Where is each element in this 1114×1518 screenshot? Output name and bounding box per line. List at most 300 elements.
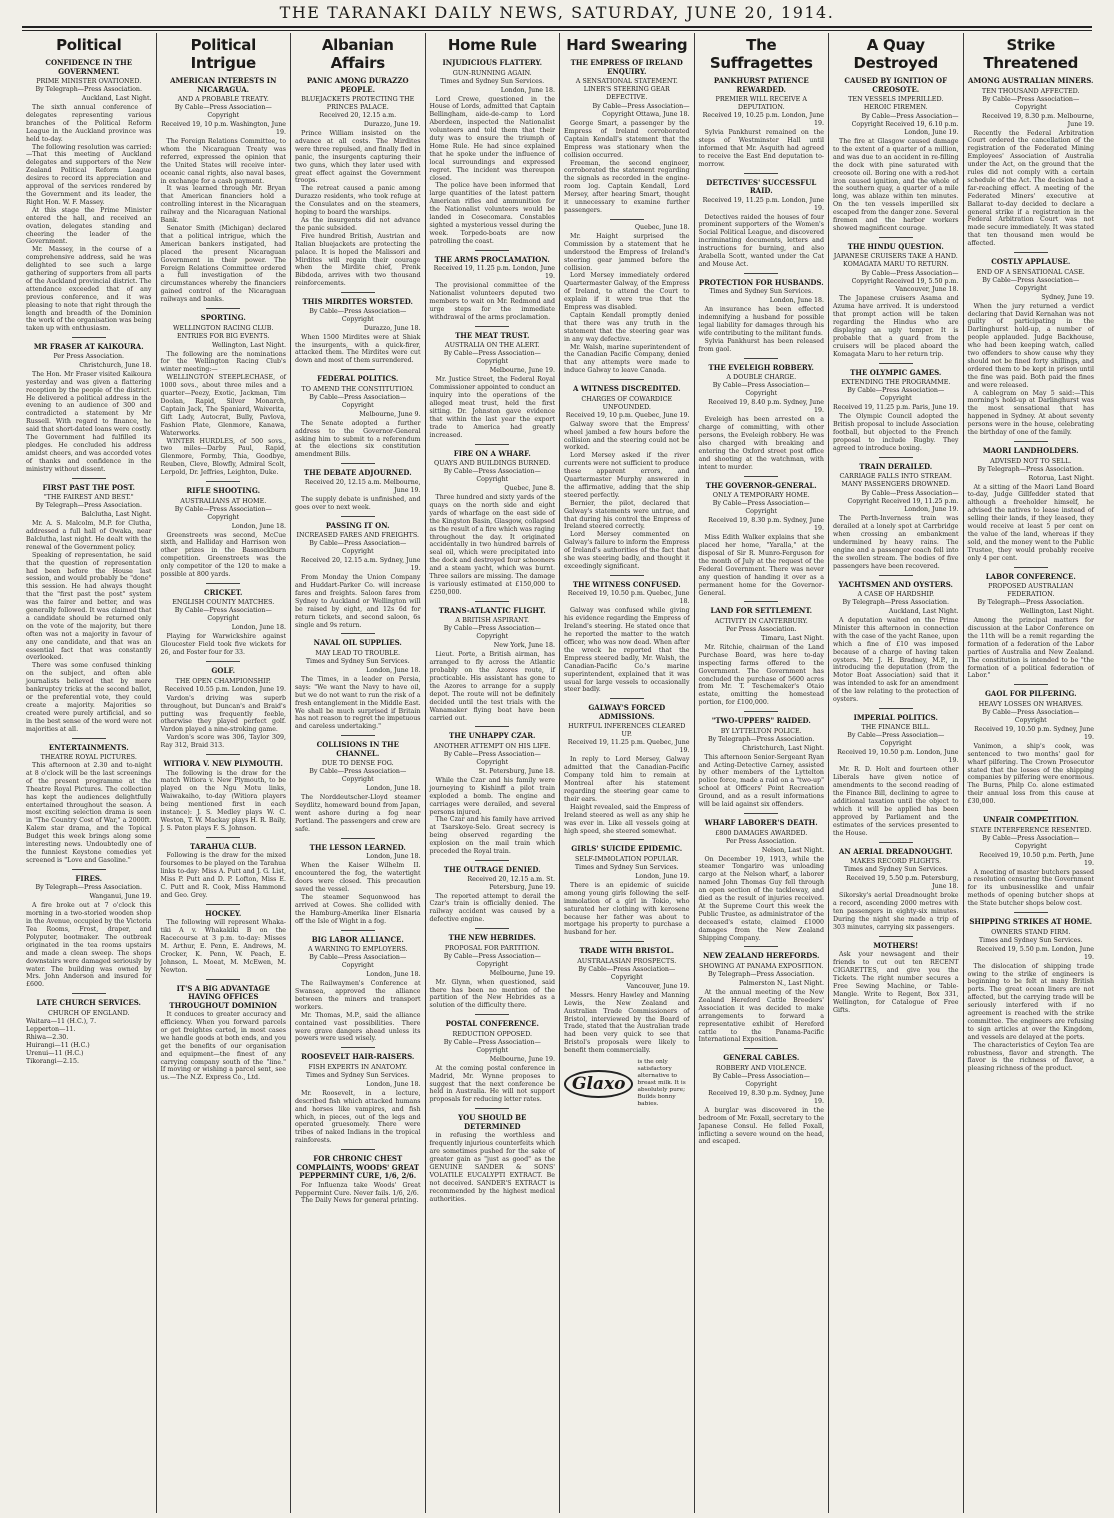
article-divider xyxy=(206,837,240,838)
article-dateline: London, June 18. xyxy=(769,297,824,305)
article-headline: POSTAL CONFERENCE. xyxy=(445,1019,539,1029)
article-dateline: Received 19, 8.30 p.m. Sydney, June 19. xyxy=(708,1089,824,1105)
article-paragraph: This afternoon at 2.30 and to-night at 8 o'clock will be the last screenings of the present programme at the Theatre Royal Pictures. The collection has kept the audiences delightfully entertained throughout the season. A most exciting selection drama is seen in "The Country Cost of War," a 2000ft. Kalem star drama, and the Topical Budget this week brings along some interesting news. Undoubtedly one of the funniest Keystone comedies yet screened is "Love and Gasoline." xyxy=(26,762,152,864)
article-byline: Times and Sydney Sun Services. xyxy=(709,288,814,296)
article-paragraph: When 1500 Mirdites were at Shiak the insurgents, with a quick-firer, attacked them. The Mirdites were cut down and most of them surrendered. xyxy=(295,333,421,365)
article-headline: FOR CHRONIC CHEST COMPLAINTS, WOODS' GREAT PEPPERMINT CURE, 1/6, 2/6. xyxy=(296,1154,420,1181)
article xyxy=(430,59,556,246)
article-dateline: Nelson, Last Night. xyxy=(761,846,824,854)
article-paragraph: Lord Mersey commented on Galway's failure to inform the Empress of Ireland's authorities of the fact that she was steering badly, and thought it exceedingly significant. xyxy=(564,531,690,570)
article-dateline: Wellington, Last Night. xyxy=(1019,608,1094,616)
article-paragraph: When the Kaiser Wilhelm II. encountered the fog, the watertight doors were closed. This precaution saved the vessel. xyxy=(295,862,421,894)
article-headline: THE ARMS PROCLAMATION. xyxy=(434,254,550,264)
article xyxy=(430,726,556,856)
article-dateline: Palmerston N., Last Night. xyxy=(739,979,824,987)
article-paragraph: Mr. A. S. Malcolm, M.P. for Clutha, addressed a full hall of Owaka, near Balclutha, last night. He dealt with the renewal of the Government policy. xyxy=(26,520,152,551)
article-divider xyxy=(610,839,644,840)
article-divider xyxy=(341,838,375,839)
article-paragraph: Greenstreets was second, McCue sixth, and Halliday and Harrison won other prizes in the Basmockburn competition. Greenstreets was the only competitor of the 120 to make a possible at 800 yards. xyxy=(160,531,286,579)
article-headline: GAOL FOR PILFERING. xyxy=(984,689,1077,699)
article-dateline: London, June 18. xyxy=(366,971,421,979)
article-subheadline: AUSTRALASIAN PROSPECTS. xyxy=(577,956,677,965)
article-subheadline: A BRITISH ASPIRANT. xyxy=(455,616,530,625)
article-divider xyxy=(341,930,375,931)
article-paragraph: Miss Edith Walker explains that she placed her home, "Yaralla," at the disposal of Sir R. Munro-Ferguson for the month of July at the request of the Federal Government. There was never any question of handing it over as a permanent home for the Governor-General. xyxy=(698,534,824,597)
article-subheadline: JAPANESE CRUISERS TAKE A HAND. xyxy=(833,252,958,261)
article-dateline: Received 19, 8.30 p.m. Sydney, June 19. xyxy=(708,517,824,533)
article xyxy=(26,993,152,1066)
article-subheadline: REDUCTION OPPOSED. xyxy=(452,1029,533,1038)
article-byline: By Cable—Press Association—Copyright xyxy=(847,387,945,403)
article xyxy=(295,1047,421,1145)
article-divider xyxy=(475,726,509,727)
article-divider xyxy=(72,738,106,739)
article xyxy=(430,1014,556,1104)
article xyxy=(295,463,421,511)
article-headline: LAND FOR SETTLEMENT. xyxy=(710,606,813,616)
article-paragraph: The Senate adopted a further address to the Governor-General asking him to submit to a referendum at the elections six constitution amendment Bills. xyxy=(295,419,421,459)
article-paragraph: Sylvia Pankhurst remained on the steps of Westminster Hall until informed that Mr. Asquith had agreed to receive the East End deputation to-morrow. xyxy=(698,129,824,168)
article-dateline: By Cable—Press Association—Copyright Ottawa, June 18. xyxy=(592,103,690,118)
service-list-item: Rhiwa—2.30. xyxy=(26,1033,69,1041)
article-dateline: Received 19, 5.50 p.m. Petersburg, June 18. xyxy=(846,875,959,891)
article xyxy=(161,904,287,975)
article-paragraph: The retreat caused a panic among Durazzo residents, who took refuge at the Consulates and on the steamers, hoping to board the warships. xyxy=(295,185,421,217)
article-paragraph: The following are the nominations for the Wellington Racing Club's winter meeting:— xyxy=(160,350,286,374)
article-divider xyxy=(206,661,240,662)
article-paragraph: The supply debate is unfinished, and goes over to next week. xyxy=(295,495,421,511)
article-headline: DETECTIVES' SUCCESSFUL RAID. xyxy=(706,177,817,196)
article-dateline: London, June 18. xyxy=(366,853,421,861)
article-divider xyxy=(1014,567,1048,568)
article-headline: THE EMPRESS OF IRELAND ENQUIRY. xyxy=(570,58,683,76)
article-subheadline: THEATRE ROYAL PICTURES. xyxy=(40,753,137,762)
article-byline: Times and Sydney Sun Services. xyxy=(440,77,545,85)
article-paragraph: The following will represent Whaka-tiki A v. Whakakiki B on the Racecourse at 3 p.m. to-day: Misses M. Arthur, E. Penn, E. Andrews, M. Crocker, K. Penn, W. Peach, E. Johnson, L. Moeat, M. McEwen, M. Newton. xyxy=(160,919,286,974)
article-dateline: Melbourne, June 19. xyxy=(489,1055,555,1063)
article-subheadline: SHOWING AT PANAMA EXPOSITION. xyxy=(699,961,824,970)
article-paragraph: Detectives raided the houses of four prominent supporters of the Women's Social Political League, and discovered incriminating documents, letters and instructions for burning, and also Arabella Scott, wanted under the Cat and Mouse Act. xyxy=(698,213,824,268)
article xyxy=(564,219,690,375)
article xyxy=(26,869,152,989)
article-subheadline: GUN-RUNNING AGAIN. xyxy=(452,68,532,77)
article xyxy=(161,661,287,750)
article-byline: By Cable—Press Association—Copyright xyxy=(443,350,541,366)
article-byline: Times and Sydney Sun Services. xyxy=(305,1071,410,1079)
article-headline: TRAIN DERAILED. xyxy=(859,461,933,471)
article-divider xyxy=(341,1047,375,1048)
article-headline: ROOSEVELT HAIR-RAISERS. xyxy=(301,1052,415,1062)
article-byline: By Cable—Press Association—Copyright xyxy=(309,393,407,409)
article-paragraph: Three hundred and sixty yards of the quays on the north side and eight yards of wharfage on the east side of the Kingston Basin, Glasgow, collapsed as the result of a fire which was raging throughout the day. It originated accidentally in two hundred barrels of seal oil, which were precipitated into the dock and destroyed four schooners and a steam yacht, which was burnt. Three sailors are missing. The damage is variously estimated at £150,000 to £250,000. xyxy=(429,494,555,596)
article-dateline: Quebec, June 8. xyxy=(504,485,555,492)
column-heading: Hard Swearing xyxy=(566,36,688,54)
article xyxy=(833,237,959,359)
article xyxy=(833,575,959,704)
article-headline: NEW ZEALAND HEREFORDS. xyxy=(703,951,820,961)
article-divider xyxy=(879,708,913,709)
article-divider xyxy=(206,979,240,980)
article-subheadline: OWNERS STAND FIRM. xyxy=(991,927,1071,936)
article-headline: SHIPPING STRIKES AT HOME. xyxy=(969,917,1093,927)
article-byline: By Telegraph—Press Association. xyxy=(35,884,142,892)
article-headline: LABOR CONFERENCE. xyxy=(985,571,1076,581)
article-dateline: Balclutha, Last Night. xyxy=(81,511,152,519)
article-subheadline: TEN VESSELS IMPERILLED. xyxy=(848,95,944,103)
article-paragraph: Mr. Glynn, when questioned, said there has been no mention of the partition of the New Hebrides as a solution of the difficulty there. xyxy=(429,978,555,1010)
article-subheadline: BLUEJACKETS PROTECTING THE PRINCES PALACE. xyxy=(301,95,415,111)
article-paragraph: The Foreign Relations Committee, to whom the Nicaraguan Treaty was referred, expressed the opinion that the United States will receive inter-oceanic canal rights, also naval bases, in exchange for a cash payment. xyxy=(160,138,286,185)
article-byline: By Telegraph—Press Association. xyxy=(35,502,142,510)
article-paragraph: The following resolution was carried:—That this meeting of Auckland delegates and supporters of the New Zealand Political Reform League desires to record its appreciation and approval of the services rendered by the Government and its leader, the Right Hon. W. F. Massey. xyxy=(26,143,152,206)
article-byline: Times and Sydney Sun Services. xyxy=(978,936,1083,944)
article-paragraph: The dislocation of shipping trade owing to the strike of engineers is beginning to be felt at many British ports. The great ocean liners are not affected, but the carrying trade will be seriously interfered with if no agreement is reached with the strike committee. The engineers are refusing to sign articles at over the Kingdom, and vessels are delayed at the ports. xyxy=(967,962,1094,1041)
article-headline: GALWAY'S FORCED ADMISSIONS. xyxy=(588,703,666,721)
article-dateline: Auckland, Last Night. xyxy=(81,95,152,102)
article-dateline: Received 19, 10.25 p.m. London, June 19. xyxy=(702,112,824,127)
article-subheadline: CHARGES OF COWARDICE UNFOUNDED. xyxy=(581,394,673,411)
article-paragraph: Playing for Warwickshire against Gloucester Field took five wickets for 26, and Foster four for 33. xyxy=(160,633,286,657)
article xyxy=(26,738,152,865)
article xyxy=(430,250,556,322)
article-headline: FIRE ON A WHARF. xyxy=(453,448,531,458)
article-divider xyxy=(744,173,778,174)
article-byline: By Cable—Press Association—Copyright xyxy=(982,834,1080,850)
article xyxy=(968,252,1095,437)
article-headline: PANIC AMONG DURAZZO PEOPLE. xyxy=(306,76,409,94)
article-divider xyxy=(1014,810,1048,811)
article-paragraph: At the coming postal conference in Madrid, Mr. Wynne proposes to suggest that the next conference be held in Australia. He will not support proposals for reducing letter rates. xyxy=(429,1064,555,1104)
article xyxy=(430,444,556,597)
article-subheadline: A DOUBLE CHARGE. xyxy=(726,373,797,382)
article-divider xyxy=(341,735,375,736)
article-subheadline: ROBBERY AND VIOLENCE. xyxy=(715,1063,807,1072)
article-paragraph: This afternoon Senior-Sergeant Ryan and Acting-Detective Carney, assisted by other members of the Lyttelton police force, made a raid on a "two-up" school at Officers' Point Recreation Ground, and as a result informations will be laid against six offenders. xyxy=(698,753,824,809)
columns xyxy=(22,33,1098,1513)
column-heading: A Quay Destroyed xyxy=(853,36,938,72)
service-list-item: Waitara—11 (H.C.), 7. xyxy=(26,1017,97,1025)
column-heading: Home Rule xyxy=(447,36,537,54)
column-2 xyxy=(157,33,292,1513)
article-dateline: Received 19, 8.40 p.m. Sydney, June 19. xyxy=(708,399,824,415)
article-divider xyxy=(610,941,644,942)
article-headline: ENTERTAINMENTS. xyxy=(48,742,129,752)
article xyxy=(968,77,1095,248)
article-subheadline: HURTFUL INFERENCES CLEARED UP. xyxy=(568,722,686,739)
article-byline: Per Press Association. xyxy=(725,837,797,845)
article-byline: By Cable—Press Association—Copyright xyxy=(309,768,407,784)
glaxo-ad-text: is the only satisfactory alternative to breast milk. It is absolutely pure; Builds bonny babies. xyxy=(637,1059,686,1108)
article xyxy=(295,292,421,365)
article-subheadline: PREMIER WILL RECEIVE A DEPUTATION. xyxy=(715,95,807,111)
article-paragraph: A deputation waited on the Prime Minister this afternoon in connection with the case of the yacht Ranee, upon which a fine of £10 was imposed because of a charge of having taken oysters. Mr. J. H. Bradney, M.P., in introducing the deputation (from the Motor Boat Association) said that it was intended to ask for an amendment of the law relating to the protection of oysters. xyxy=(833,617,959,704)
article xyxy=(833,842,959,932)
article-byline: By Cable—Press Association—Copyright xyxy=(443,625,541,641)
article xyxy=(295,633,421,731)
article-dateline: Durazzo, June 18. xyxy=(363,324,421,332)
article-headline: THE GOVERNOR-GENERAL. xyxy=(705,480,817,490)
article xyxy=(430,1108,556,1203)
article xyxy=(699,173,825,269)
article-dateline: Received 19, 10 p.m. Quebec, June 19. xyxy=(565,411,690,419)
article-dateline: London, June 19. xyxy=(635,872,690,880)
article-byline: By Cable—Press Association—Copyright xyxy=(309,954,407,970)
article-subheadline: HEAVY LOSSES ON WHARVES. xyxy=(978,699,1083,708)
article-dateline: Received 19, 11.25 p.m. Quebec, June 19. xyxy=(567,739,690,755)
article-subheadline: STATE INTERFERENCE RESENTED. xyxy=(970,825,1092,834)
article-headline: UNFAIR COMPETITION. xyxy=(983,815,1079,825)
article-byline: By Cable—Press Association—Copyright xyxy=(982,276,1080,292)
column-8 xyxy=(964,33,1099,1513)
article-headline: INJUDICIOUS FLATTERY. xyxy=(442,58,543,67)
article-divider xyxy=(206,481,240,482)
article-divider xyxy=(744,946,778,947)
article-dateline: London, June 18. xyxy=(231,522,286,530)
article xyxy=(699,711,825,809)
article-paragraph: The Japanese cruisers Asama and Azuma have arrived. It is understood that prompt action will be taken regarding the Hindus who are displaying an ugly temper. It is probable that a guard from the cruisers will be placed aboard the Komagata Maru to her return trip. xyxy=(833,295,959,358)
article-headline: PROTECTION FOR HUSBANDS. xyxy=(698,277,824,287)
article xyxy=(26,337,152,473)
article-subheadline: FISH EXPERTS IN ANATOMY. xyxy=(308,1062,408,1071)
article-dateline: Christchurch, Last Night. xyxy=(742,744,824,752)
article-byline: By Cable—Press Association—Copyright xyxy=(174,607,272,623)
article-subheadline: THE OPEN CHAMPIONSHIP. xyxy=(175,676,271,685)
article-byline: Per Press Association. xyxy=(53,352,125,360)
article-paragraph: Senator Smith (Michigan) declared that a political intrigue, which the American bankers instigated, had placed the present Nicaraguan Government in their power. The Foreign Relations Committee ordered a full investigation of the circumstances whereby the financiers gained control of the Nicaraguan railways and banks. xyxy=(160,224,286,304)
article-byline: LINER'S STEERING GEAR DEFECTIVE. xyxy=(583,86,670,101)
article xyxy=(430,860,556,924)
article-paragraph: It was learned through Mr. Bryan that American financiers hold a controlling interest in the Nicaraguan railway and the Nicaraguan National Bank. xyxy=(160,185,286,225)
article-headline: IMPERIAL POLITICS. xyxy=(853,712,938,722)
article-byline: By Cable—Press Association—Copyright xyxy=(847,732,945,748)
article-paragraph: Speaking of representation, he said that the question of representation had been before the House last session, and would probably be "done" this session. He had always thought that the "first past the post" system was the fairer and better, and was generally followed. It was claimed that a candidate should be returned only on the vote of the majority, but there often was not a majority in favour of any one candidate, and that was an essential fact that was constantly overlooked. xyxy=(26,551,152,662)
article-headline: RIFLE SHOOTING. xyxy=(186,486,261,496)
article-subheadline: AND A PROBABLE TREATY. xyxy=(177,95,269,103)
article-divider xyxy=(610,698,644,699)
article-subheadline: AUSTRALIANS AT HOME. xyxy=(180,496,267,505)
glaxo-advertisement xyxy=(564,1059,690,1108)
article-paragraph: The characteristics of Ceylon Tea are robustness, flavor and strength. The flavor is the richness of flavor, a pleasing richness of the product. xyxy=(967,1041,1094,1073)
article-paragraph: Mr. Walsh, marine superintendent of the Canadian Pacific Company, denied that any attempts were made to induce Galway to leave Canada. xyxy=(564,343,690,375)
article-divider xyxy=(744,476,778,477)
article-divider xyxy=(341,633,375,634)
article-dateline: Received 19, 10.50 p.m. London, June 19. xyxy=(837,749,959,765)
article-divider xyxy=(475,326,509,327)
article xyxy=(430,928,556,1010)
article-paragraph: Eveleigh has been arrested on a charge of committing, with other persons, the Eveleigh robbery. He was also charged with breaking and entering the Oxford street post office and shooting at the watchman, with intent to murder. xyxy=(698,416,824,471)
article xyxy=(833,77,959,233)
article-paragraph: Haight revealed, said the Empress of Ireland steered as well as any ship he was ever in. Like all vessels going at high speed, she steered somewhat. xyxy=(564,803,690,835)
article-paragraph: The following is the draw for the match Witiora v. New Plymouth, to be played on the Ngu Motu links, Waiwakaiho, to-day (Witiora players being mentioned first in each instance): J. S. Medley plays W. C. Weston, T. W. Mackay plays H. R. Baily, J. S. Paton plays F. S. Johnson. xyxy=(160,769,286,832)
article-divider xyxy=(72,478,106,479)
article-paragraph: It conduces to greater accuracy and efficiency. When you forward parcels or get freightes carted, in most cases we handle goods at both ends, and you get the benefits of our organisation and equipment—the finest of any carrying company south of the "line." If moving or wishing a parcel sent, see us.—The N.Z. Express Co., Ltd. xyxy=(160,1011,286,1082)
article-headline: TRADE WITH BRISTOL. xyxy=(579,946,674,956)
article xyxy=(564,379,690,571)
article-paragraph: There was some confused thinking on the subject, and often able journalists believed that by mere bankruptcy tricks at the second ballot, or the preferential vote, they could create a majority. Majorities so created were purely artificial, and so in the best sense of the word were not majorities at all. xyxy=(26,662,152,733)
article-paragraph: While the Czar and his family were journeying to Kishinff a pilot train exploded a bomb. The engine and carriages were derailed, and several persons injured. xyxy=(429,776,555,816)
article-divider xyxy=(341,292,375,293)
article-headline: AN AERIAL DREADNOUGHT. xyxy=(838,846,953,856)
article-headline: YACHTSMEN AND OYSTERS. xyxy=(838,579,953,589)
article-divider xyxy=(1014,252,1048,253)
article-subheadline: CHURCH OF ENGLAND. xyxy=(47,1008,130,1017)
article-dateline: Durazzo, June 19. xyxy=(363,121,421,128)
article-divider xyxy=(879,936,913,937)
article-byline: Received 20, 12.15 a.m. xyxy=(319,112,397,119)
article-divider xyxy=(879,363,913,364)
article-paragraph: The provisional committee of the Nationalist volunteers deputed two members to wait on Mr. Redmond and urge steps for the immediate withdrawal of the arms proclamation. xyxy=(429,282,555,321)
article xyxy=(699,476,825,598)
article-divider xyxy=(341,516,375,517)
article-divider xyxy=(206,308,240,309)
article xyxy=(161,308,287,477)
article xyxy=(968,912,1095,1073)
article xyxy=(161,583,287,657)
article-dateline: Received 19, 10.50 p.m. Sydney, June 19. xyxy=(974,725,1094,741)
article-headline: PASSING IT ON. xyxy=(325,520,390,530)
article-divider xyxy=(744,813,778,814)
article-byline: By Cable—Press Association—Copyright xyxy=(712,500,810,516)
article-subheadline: END OF A SENSATIONAL CASE. xyxy=(976,267,1085,276)
article-divider xyxy=(72,337,106,338)
article-divider xyxy=(610,379,644,380)
article-dateline: Rotorua, Last Night. xyxy=(1028,474,1094,482)
article-byline: By Cable—Press Association—Copyright xyxy=(443,952,541,968)
article-paragraph: The Daily News for general printing. xyxy=(301,1197,419,1205)
article-headline: GOLF. xyxy=(211,666,236,676)
article-paragraph: Galway swore that the Empress' wheel jambed a few hours before the collision and the steering could not be worked. xyxy=(564,420,690,452)
article-paragraph: The fire at Glasgow caused damage to the extent of a quarter of a million, and was due to an accident in re-filling the dock with pine saturated with creosote oil. Boring one with a red-hot iron caused ignition, and the whole of the southern quay, a quarter of a mile long, was ablaze within ten minutes. On the ten vessels imperilled six escaped from the danger zone. Several firemen and the harbor workers showed magnificent courage. xyxy=(833,138,959,232)
column-heading: Albanian Affairs xyxy=(321,36,394,72)
article-paragraph: The steamer Sequonwood has arrived at Cowes. She collided with the Hamburg-Amerika liner Elsnaria off the Isle of Wight in a fog. xyxy=(295,893,421,925)
article-headline: TARAHUA CLUB. xyxy=(190,841,257,851)
article-divider xyxy=(475,444,509,445)
article-paragraph: Recently the Federal Arbitration Court ordered the cancellation of the registration of the Federated Mining Employees' Association of Australia under the Act, on the ground that the rules did not comply with a certain schedule of the Act. The decision had a far-reaching effect. A meeting of the Federated Miners' executive at Ballarat to-day decided to declare a general strike if a registration in the Federal Arbitration Court was not made secure immediately. It was stated that ten thousand men would be affected. xyxy=(967,129,1094,248)
article-dateline: Received 19, 10 p.m. Washington, June 19. xyxy=(161,121,286,136)
article-headline: "TWO-UPPERS" RAIDED. xyxy=(711,716,811,726)
article xyxy=(295,369,421,459)
article-paragraph: Galway was confused while giving his evidence regarding the Empress of Ireland's steering. He stated once that he reported the matter to the watch officer, who was now dead. When after the wreck he reported that the Empress steered badly, Mr. Walsh, the Canadian-Pacific Co.'s marine superintendent, explained that it was usual for large vessels to occasionally steer badly. xyxy=(564,607,690,694)
article xyxy=(161,837,287,900)
article-paragraph: At a sitting of the Maori Land Board to-day, Judge Gillfedder stated that although a freeholder himself, he advised the natives to lease instead of selling their lands, if they leased, they would receive at least 5 per cent on the value of the land, whereas if they sold, and the money went to the Public Trustee, they would probably receive only 4 per cent. xyxy=(967,483,1094,562)
article-paragraph: A meeting of master butchers passed a resolution censuring the Government for its unbusinesslike and unfair methods of opening butcher shops at the State butcher shops below cost. xyxy=(967,868,1094,908)
column-6 xyxy=(695,33,830,1513)
article-divider xyxy=(475,250,509,251)
article-headline: THE UNHAPPY CZAR. xyxy=(449,731,536,741)
masthead: THE TARANAKI DAILY NEWS, SATURDAY, JUNE 20, 1914. xyxy=(279,3,835,22)
article-byline: Per Press Association. xyxy=(725,625,797,633)
article-headline: PANKHURST PATIENCE REWARDED. xyxy=(713,76,809,94)
article xyxy=(968,441,1095,563)
article-subheadline: "THE FAIREST AND BEST." xyxy=(43,493,134,502)
article-headline: THE WITNESS CONFUSED. xyxy=(572,579,681,589)
article-dateline: Received 19, 10.50 p.m. Quebec, June 18. xyxy=(567,590,690,606)
article xyxy=(699,77,825,169)
article-dateline: Sydney, June 19. xyxy=(1041,293,1094,301)
article-divider xyxy=(610,575,644,576)
article-dateline: Received 20, 12.15 a.m. Melbourne, June 19. xyxy=(304,478,421,494)
article xyxy=(161,979,287,1083)
article-headline: BIG LABOR ALLIANCE. xyxy=(311,934,404,944)
article-divider xyxy=(744,1048,778,1049)
article-byline: By Telegraph—Press Association. xyxy=(977,599,1084,607)
article-paragraph: Mr. Justice Street, the Federal Royal Commissioner appointed to conduct an inquiry into the operations of the alleged meat trust, held the first sitting. Dr. Johnston gave evidence that within the last year the export trade to America had greatly increased. xyxy=(429,376,555,439)
article-byline: By Cable—Press Association—Copyright xyxy=(443,468,541,483)
article-headline: LATE CHURCH SERVICES. xyxy=(36,998,141,1008)
article-headline: THE DEBATE ADJOURNED. xyxy=(303,468,412,478)
article-dateline: London, June 18. xyxy=(231,624,286,632)
article-byline: By Cable—Press Association—Copyright xyxy=(443,750,541,766)
article xyxy=(968,810,1095,908)
article-byline: MANY PASSENGERS DROWNED. xyxy=(841,481,951,489)
article-paragraph: The Times, in a leader on Persia, says: "We want the Navy to have oil, but we do not want to run the risk of a fresh entanglement in the Middle East. We shall be much surprised if Britain has not reason to regret the impetuous and careless undertaking." xyxy=(295,675,421,731)
article-dateline: Auckland, Last Night. xyxy=(888,608,959,615)
article-dateline: Received 19, 11.25 p.m. London, June 19. xyxy=(433,265,555,281)
article-paragraph: Sylvia Pankhurst has been released from gaol. xyxy=(698,338,824,353)
article-divider xyxy=(206,904,240,905)
article-byline: By Telegraph—Press Association. xyxy=(708,970,815,978)
article-headline: CRICKET. xyxy=(204,587,243,597)
article-dateline: Received 19, 8.30 p.m. Melbourne, June 19. xyxy=(982,112,1094,128)
article xyxy=(295,1149,421,1205)
article-dateline: By Cable—Press Association—Copyright Received 19, 11.25 p.m. London, June 19. xyxy=(847,490,959,514)
article-headline: WHARF LABORER'S DEATH. xyxy=(704,818,818,827)
article-byline: KOMAGATA MARU TO RETURN. xyxy=(843,261,949,269)
article-dateline: Received 19, 5.50 p.m. London, June 19. xyxy=(976,945,1094,961)
article xyxy=(699,601,825,707)
article-divider xyxy=(206,583,240,584)
article xyxy=(833,363,959,453)
article xyxy=(833,457,959,571)
article-byline: By Cable—Press Association—Copyright xyxy=(578,965,676,981)
article-dateline: London, June 18. xyxy=(366,666,421,674)
article-headline: THIS MIRDITES WORSTED. xyxy=(302,297,413,307)
article-headline: THE OLYMPIC GAMES. xyxy=(850,367,942,377)
article-dateline: Received 19, 11.25 p.m. Paris, June 19. xyxy=(833,404,959,412)
service-list-item: Lepperton—11. xyxy=(26,1025,76,1033)
article-paragraph: Mr. R. D. Holt and fourteen other Liberals have given notice of amendments to the second reading of the Finance Bill, declining to agree to additional taxation until the object to which it will be applied has been approved by Parliament and the estimates of the services presented to the House. xyxy=(833,766,959,837)
article-paragraph: Mr. Massey, in the course of a comprehensive address, said he was delighted to see such a large gathering of supporters from all parts of the Auckland provincial district. The attendance exceeded that of any previous conference, and it was pleasing to note that right through the length and breadth of the Dominion the work of the organisation was being taken up with enthusiasm. xyxy=(26,246,152,333)
column-3 xyxy=(291,33,426,1513)
article-byline: By Cable—Press Association—Copyright xyxy=(982,95,1080,111)
article-paragraph: Among the principal matters for discussion at the Labor Conference on the 11th will be a remit regarding the formation of a federation of the Labor parties of Australia and New Zealand. The constitution is intended to be "the formation of a political federation of Labor." xyxy=(967,617,1094,680)
article xyxy=(295,735,421,834)
article-paragraph: Vardon's driving was superb throughout, but Duncan's and Braid's putting was frequently feeble, otherwise they played perfect golf. Vardon played a nine-stroking game. xyxy=(160,694,286,734)
article-paragraph: Freeman, the second engineer, corroborated the statement regarding the signals as recorded in the engine-room log. Captain Kendall, Lord Mersey, after hearing Smart, thought it unnecessary to examine further passengers. xyxy=(564,159,690,214)
article-headline: A WITNESS DISCREDITED. xyxy=(572,384,681,394)
masthead-rule xyxy=(22,26,1092,28)
article xyxy=(699,273,825,354)
service-list-item: Tikorangi—2.15. xyxy=(26,1057,80,1065)
article-paragraph: Bernier, the pilot, declared that Galway's statements were untrue, and that during his control the Empress of Ireland steered correctly. xyxy=(564,499,690,531)
article-paragraph: Mr. Roosevelt, in a lecture, described fish which attacked humans and horses like vampires, and fish which, in pieces, out of the legs and operated gruesomely. There were tribes of naked Indians in the tropical rainforests. xyxy=(295,1089,421,1145)
article-subheadline: A SENSATIONAL STATEMENT. xyxy=(575,77,678,85)
article-paragraph: A burglar was discovered in the bedroom of Mr. Foxall, secretary to the Japanese Consul. He felled Foxall, inflicting a severe wound on the head, and escaped. xyxy=(698,1106,824,1146)
article-dateline: Vancouver, June 19. xyxy=(626,982,690,990)
article-byline: By Cable—Press Association—Copyright xyxy=(174,104,272,119)
column-5 xyxy=(560,33,695,1513)
article xyxy=(430,601,556,723)
article-byline: HEROIC FIREMEN. xyxy=(863,104,928,111)
article-byline: By Telegraph—Press Association. xyxy=(35,86,142,93)
article-paragraph: The Hon. Mr Fraser visited Kaikoura yesterday and was given a flattering reception by the people of the district. He delivered a political address in the evening to an audience of 300 and contradicted a statement by Mr Russell. With regard to finance, he said that short-dated loans were costly. The Government had fulfilled its pledges. He concluded his address amidst cheers, and was accorded votes of thanks and confidence in the ministry without dissent. xyxy=(26,370,152,473)
article-divider xyxy=(206,754,240,755)
article xyxy=(161,77,287,304)
article-headline: AMERICAN INTERESTS IN NICARAGUA. xyxy=(170,76,277,94)
article xyxy=(161,754,287,833)
article-divider xyxy=(744,358,778,359)
article-headline: IT'S A BIG ADVANTAGE HAVING OFFICES THROUGHOUT DOMINION xyxy=(169,983,278,1010)
